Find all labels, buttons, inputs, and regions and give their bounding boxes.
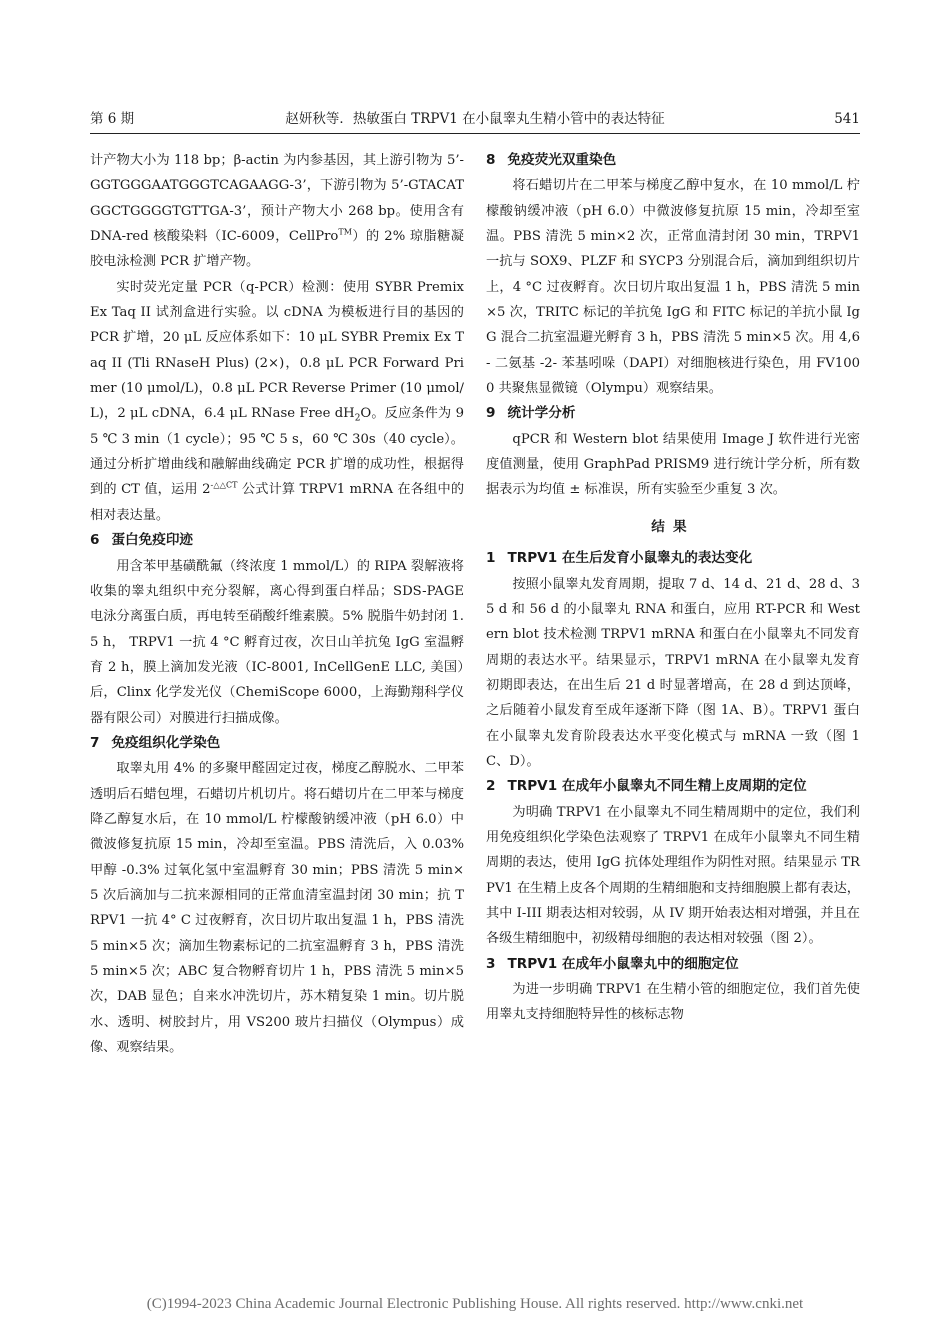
paragraph-result-3: 为进一步明确 TRPV1 在生精小管的细胞定位，我们首先使用睾丸支持细胞特异性的核标志物 xyxy=(486,982,860,1023)
paragraph-result-2: 为明确 TRPV1 在小鼠睾丸不同生精周期中的定位，我们利用免疫组织化学染色法观察了 TRPV1 在成年小鼠睾丸不同生精周期的表达，使用 IgG 抗体处理组作为阴性对照。结果显示 TRPV1 在生精上皮各个周期的生精细胞和支持细胞膜上都有表达，其中 I-III 期表达相对较弱，从 IV 期开始表达相对增强，并且在各级生精细胞中，初级精母细胞的表达相对较强（图 2）。 xyxy=(486,804,860,947)
issue-label: 第 6 期 xyxy=(90,111,135,127)
section-heading-ihc: 7 免疫组织化学染色 xyxy=(90,734,221,751)
header-rule xyxy=(90,133,860,134)
page-number: 541 xyxy=(834,111,860,127)
paragraph-ihc: 取睾丸用 4% 的多聚甲醛固定过夜，梯度乙醇脱水、二甲苯透明后石蜡包埋，石蜡切片机切片。将石蜡切片在二甲苯与梯度降乙醇复水后，在 10 mmol/L 柠檬酸钠缓冲液（pH 6.0）中微波修复抗原 15 min，冷却至室温。PBS 清洗后，入 0.03% 甲醇 -0.3% 过氧化氢中室温孵育 30 min；PBS 清洗 5 min×5 次后滴加与二抗来源相同的正常血清室温封闭 30 min；抗 TRPV1 一抗 4° C 过夜孵育，次日切片取出复温 1 h，PBS 清洗 5 min×5 次；滴加生物素标记的二抗室温孵育 3 h，PBS 清洗 5 min×5 次；ABC 复合物孵育切片 1 h，PBS 清洗 5 min×5 次，DAB 显色；自来水冲洗切片，苏木精复染 1 min。切片脱水、透明、树胶封片，用 VS200 玻片扫描仪（Olympus）成像、观察结果。 xyxy=(90,761,464,1056)
paragraph-stats: qPCR 和 Western blot 结果使用 Image J 软件进行光密度值测量，使用 GraphPad PRISM9 进行统计学分析，所有数据表示为均值 ± 标准误，所有实验至少重复 3 次。 xyxy=(486,431,860,498)
running-title: 赵妍秋等．热敏蛋白 TRPV1 在小鼠睾丸生精小管中的表达特征 xyxy=(285,111,665,127)
paragraph-rt-pcr-primers: 计产物大小为 118 bp；β-actin 为内参基因，其上游引物为 5’-GGTGGGAATGGGTCAGAAGG-3’，下游引物为 5’-GTACATGGCTGGGGTGTTGA-3’，预计产物大小 268 bp。使用含有 DNA-red 核酸染料（IC-6009，CellPro™）的 2% 琼脂糖凝胶电泳检测 PCR 扩增产物。 xyxy=(90,153,464,270)
left-column xyxy=(90,148,464,1060)
result-heading-2: 2 TRPV1 在成年小鼠睾丸不同生精上皮周期的定位 xyxy=(486,778,807,795)
superscript-ddct: -△△CT xyxy=(210,481,238,491)
paragraph-qpcr: 实时荧光定量 PCR（q-PCR）检测：使用 SYBR Premix Ex Taq II 试剂盒进行实验。以 cDNA 为模板进行目的基因的 PCR 扩增，20 μL 反应体系如下：10 μL SYBR Premix Ex Taq II (Tli RNaseH Plus) (2×)，0.8 μL PCR Forward Primer (10 μmol/L)，0.8 μL PCR Reverse Primer (10 μmol/L)，2 μL cDNA，6.4 μL RNase Free $dH_2O$。反应条件为 95 ℃ 3 min（1 cycle）；95 ℃ 5 s，60 ℃ 30s（40 cycle）。通过分析扩增曲线和融解曲线确定 PCR 扩增的成功性，根据得到的 CT 值，运用 $2^{-\triangle\triangle CT}$ 公式计算 TRPV1 mRNA 在各组中的相对表达量。 xyxy=(90,279,465,523)
section-heading-if: 8 免疫荧光双重染色 xyxy=(486,152,617,168)
section-heading-western-blot: 6 蛋白免疫印迹 xyxy=(90,532,194,549)
trademark-sup: TM xyxy=(338,227,352,237)
results-heading: 结果 xyxy=(651,518,695,535)
page-header xyxy=(90,108,860,130)
paragraph-if: 将石蜡切片在二甲苯与梯度乙醇中复水，在 10 mmol/L 柠檬酸钠缓冲液（pH 6.0）中微波修复抗原 15 min，冷却至室温。PBS 清洗 5 min×2 次，正常血清封闭 30 min，TRPV1 一抗与 SOX9、PLZF 和 SYCP3 分别混合后，滴加到组织切片上，4 °C 过夜孵育。次日切片取出复温 1 h，PBS 清洗 5 min×5 次，TRITC 标记的羊抗兔 IgG 和 FITC 标记的羊抗小鼠 IgG 混合二抗室温避光孵育 3 h，PBS 清洗 5 min×5 次。用 4,6- 二氨基 -2- 苯基吲哚（DAPI）对细胞核进行染色，用 FV1000 共聚焦显微镜（Olympu）观察结果。 xyxy=(486,178,860,397)
result-heading-1: 1 TRPV1 在生后发育小鼠睾丸的表达变化 xyxy=(486,550,753,567)
result-heading-3: 3 TRPV1 在成年小鼠睾丸中的细胞定位 xyxy=(486,955,739,972)
subscript-2: 2 xyxy=(354,414,361,425)
paragraph-western-blot: 用含苯甲基磺酰氟（终浓度 1 mmol/L）的 RIPA 裂解液将收集的睾丸组织中充分裂解，离心得到蛋白样品；SDS-PAGE 电泳分离蛋白质，再电转至硝酸纤维素膜。5% 脱脂牛奶封闭 1.5 h， TRPV1 一抗 4 °C 孵育过夜，次日山羊抗兔 IgG 室温孵育 2 h，膜上滴加发光液（IC-8001, InCellGenE LLC, 美国）后，Clinx 化学发光仪（ChemiScope 6000，上海勤翔科学仪器有限公司）对膜进行扫描成像。 xyxy=(90,558,464,726)
section-heading-stats: 9 统计学分析 xyxy=(486,405,576,422)
right-column xyxy=(486,148,860,1028)
copyright-footer: (C)1994-2023 China Academic Journal Electronic Publishing House. All rights reserved. http://www.cnki.net xyxy=(146,1296,804,1312)
paragraph-result-1: 按照小鼠睾丸发育周期，提取 7 d、14 d、21 d、28 d、35 d 和 56 d 的小鼠睾丸 RNA 和蛋白，应用 RT-PCR 和 Western blot 技术检测 TRPV1 mRNA 和蛋白在小鼠睾丸不同发育周期的表达水平。结果显示，TRPV1 mRNA 在小鼠睾丸发育初期即表达，在出生后 21 d 时显著增高，在 28 d 到达顶峰，之后随着小鼠发育至成年逐渐下降（图 1A、B）。TRPV1 蛋白在小鼠睾丸发育阶段表达水平变化模式与 mRNA 一致（图 1C、D）。 xyxy=(486,576,860,769)
